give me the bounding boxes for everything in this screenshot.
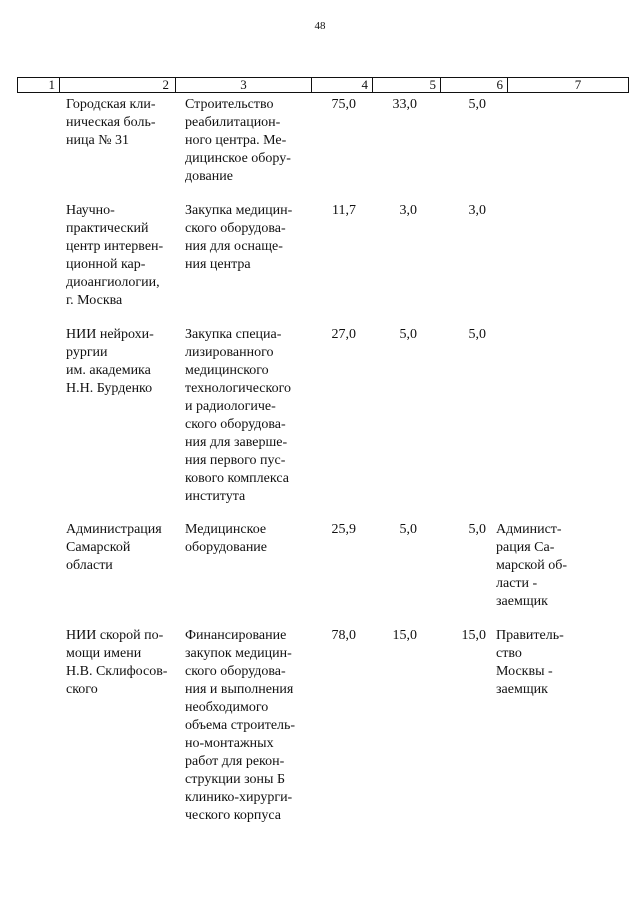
- purpose-cell: Закупка специа- лизированного медицинского технологического и радиологиче- ского оборудова- ния для заверше- ния первого пус- кового комплекса института: [185, 327, 291, 504]
- column-header-2: 2: [60, 78, 176, 92]
- purpose-cell: Медицинское оборудование: [185, 522, 268, 555]
- organization-cell: Городская кли- ническая боль- ница № 31: [66, 97, 156, 148]
- organization-cell: НИИ нейрохи- рургии им. академика Н.Н. Бурденко: [66, 327, 154, 396]
- value-col6-cell: 15,0: [461, 628, 486, 643]
- value-col6-cell: 3,0: [468, 203, 486, 218]
- value-col5-cell: 3,0: [399, 203, 417, 218]
- value-col6-cell: 5,0: [468, 522, 486, 537]
- purpose-cell: Закупка медицин- ского оборудова- ния для оснаще- ния центра: [185, 203, 293, 272]
- value-col4-cell: 11,7: [332, 203, 356, 218]
- organization-cell: Администрация Самарской области: [66, 522, 162, 573]
- column-header-7: 7: [574, 77, 582, 92]
- column-header-6: 6: [441, 78, 508, 92]
- value-col5-cell: 33,0: [392, 97, 417, 112]
- column-header-4: 4: [312, 78, 373, 92]
- table-header-row: [17, 77, 629, 93]
- purpose-cell: Финансирование закупок медицин- ского оборудова- ния и выполнения необходимого объема строитель- но-монтажных работ для рекон- струкции зоны Б клинико-хирурги- ческого корпуса: [185, 628, 296, 823]
- organization-cell: НИИ скорой по- мощи имени Н.В. Склифосов- ского: [66, 628, 168, 697]
- value-col5-cell: 5,0: [399, 522, 417, 537]
- value-col4-cell: 25,9: [331, 522, 356, 537]
- value-col5-cell: 5,0: [399, 327, 417, 342]
- borrower-cell: Админист- рация Са- марской об- ласти - заемщик: [496, 522, 568, 609]
- column-header-5: 5: [373, 78, 441, 92]
- column-header-3: 3: [176, 78, 312, 92]
- value-col4-cell: 78,0: [331, 628, 356, 643]
- value-col4-cell: 27,0: [331, 327, 356, 342]
- column-header-1: 1: [18, 78, 60, 92]
- borrower-cell: Правитель- ство Москвы - заемщик: [496, 628, 564, 697]
- value-col6-cell: 5,0: [468, 97, 486, 112]
- purpose-cell: Строительство реабилитацион- ного центра. Ме- дицинское обору- дование: [185, 97, 291, 184]
- value-col4-cell: 75,0: [331, 97, 356, 112]
- page-number: 48: [314, 20, 326, 32]
- value-col5-cell: 15,0: [392, 628, 417, 643]
- organization-cell: Научно- практический центр интервен- ционной кар- диоангиологии, г. Москва: [66, 203, 164, 308]
- value-col6-cell: 5,0: [468, 327, 486, 342]
